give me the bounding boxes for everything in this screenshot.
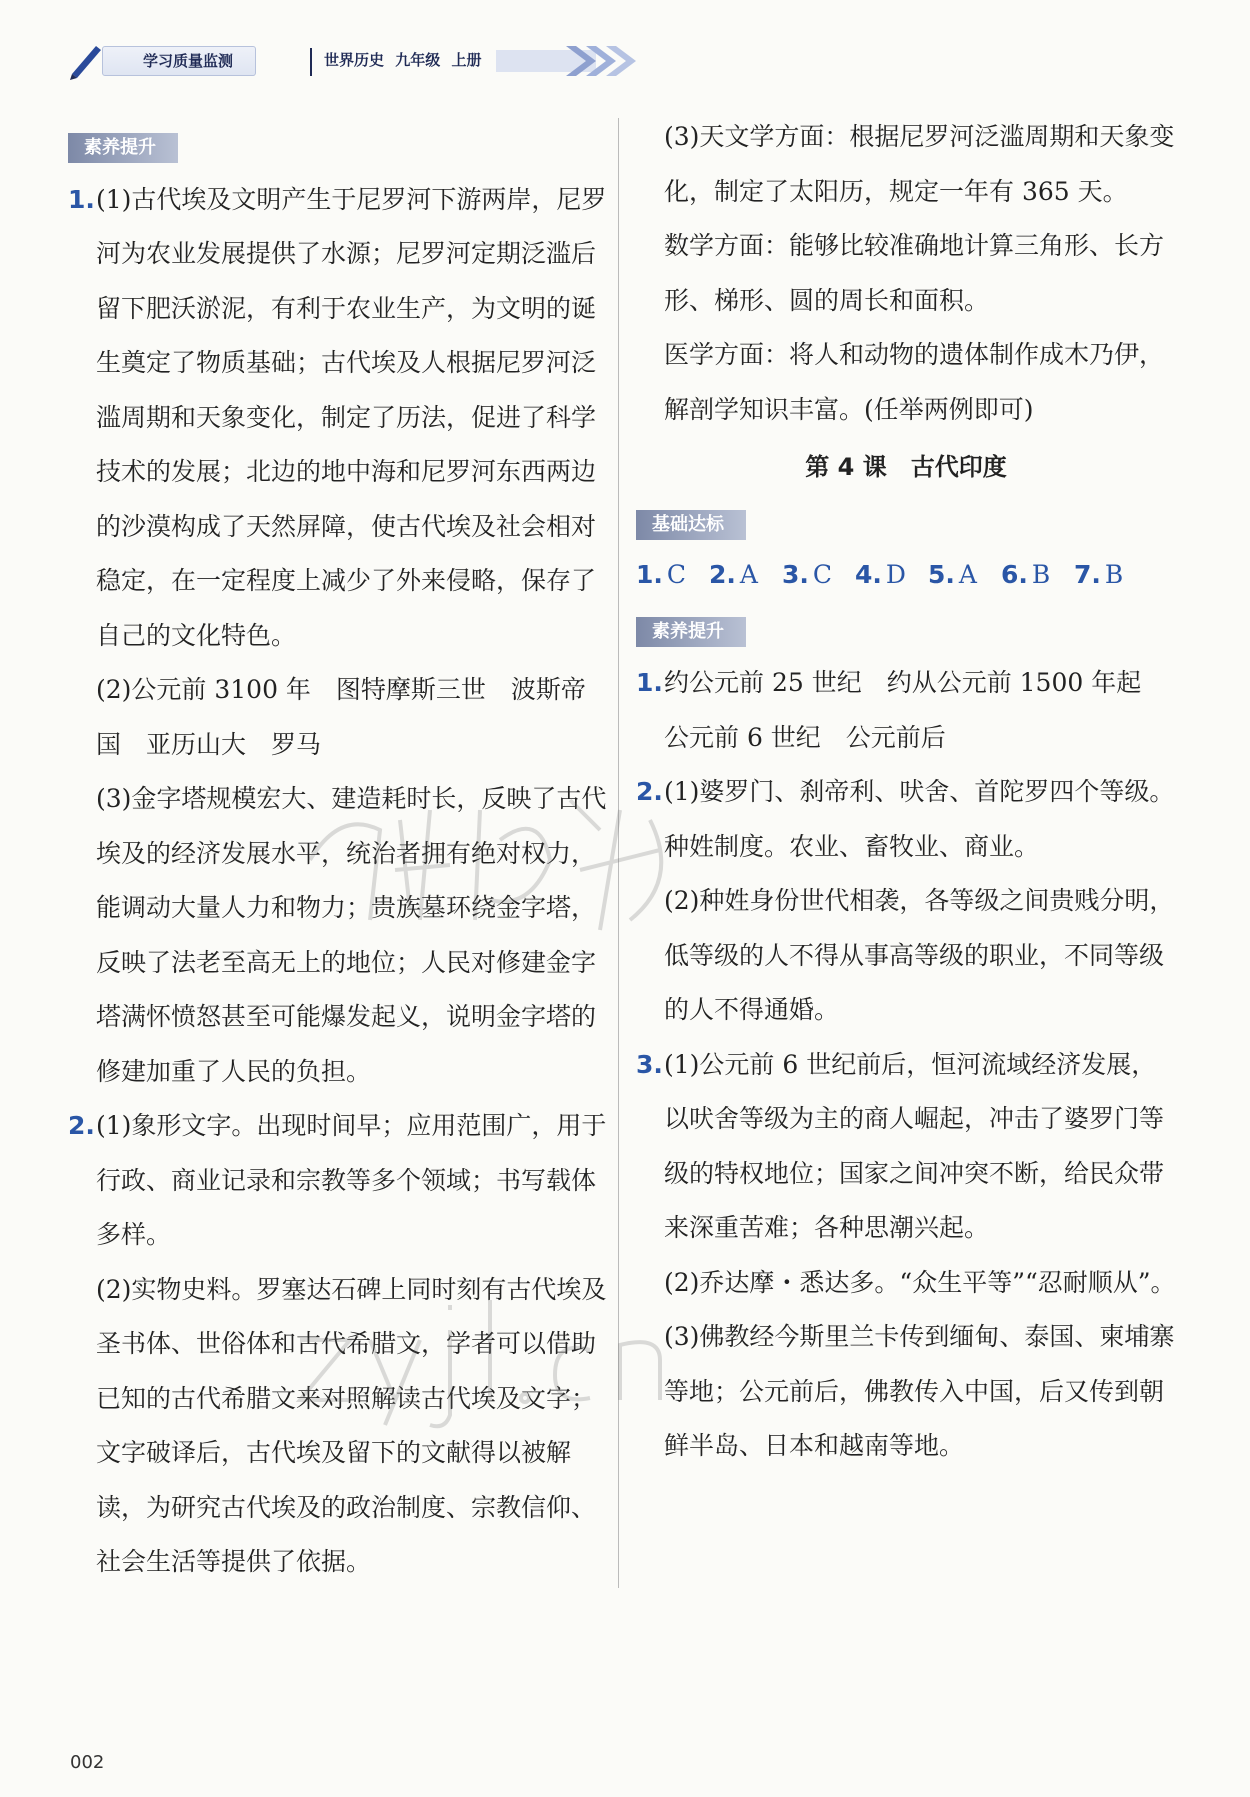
answer-part-2: (2)公元前 3100 年 图特摩斯三世 波斯帝国 亚历山大 罗马 <box>96 675 586 759</box>
answer-medicine: 医学方面：将人和动物的遗体制作成木乃伊，解剖学知识丰富。(任举两例即可) <box>664 340 1165 424</box>
choice-answer: 1. C <box>636 559 687 589</box>
answer-part-1: 约公元前 25 世纪 约从公元前 1500 年起 公元前 6 世纪 公元前后 <box>664 668 1167 752</box>
question-1-continued <box>636 110 1176 437</box>
page-number: 002 <box>70 1752 105 1773</box>
answer-part-1: (1)象形文字。出现时间早；应用范围广，用于行政、商业记录和宗教等多个领域；书写载体多样。 <box>96 1111 607 1249</box>
answer-math: 数学方面：能够比较准确地计算三角形、长方形、梯形、圆的周长和面积。 <box>664 231 1165 315</box>
answer-part-2: (2)实物史料。罗塞达石碑上同时刻有古代埃及圣书体、世俗体和古代希腊文，学者可以借助已知的古代希腊文来对照解读古代埃及文字；文字破译后，古代埃及留下的文献得以被解读，为研究古代埃及的政治制度、宗教信仰、社会生活等提供了依据。 <box>96 1274 607 1576</box>
watermark-logo <box>300 770 720 940</box>
choice-answer: 6. B <box>1001 559 1051 589</box>
section-tag-improve: 素养提升 <box>636 617 746 647</box>
question-number: 1. <box>68 184 95 214</box>
section-tag-improve: 素养提升 <box>68 133 178 163</box>
question-number: 2. <box>68 1111 95 1140</box>
subject-title: 世界历史 九年级 上册 <box>324 51 482 69</box>
watermark-url <box>290 1280 810 1430</box>
question-number: 2. <box>636 777 663 806</box>
answer-part-3: (3)天文学方面：根据尼罗河泛滥周期和天象变化，制定了太阳历，规定一年有 365 天。 <box>664 122 1175 206</box>
question-1 <box>636 656 1176 765</box>
answer-part-1: (1)公元前 6 世纪前后，恒河流域经济发展，以吠舍等级为主的商人崛起，冲击了婆罗门等级的特权地位；国家之间冲突不断，给民众带来深重苦难；各种思潮兴起。 <box>664 1049 1165 1242</box>
choice-answer: 4. D <box>855 559 906 589</box>
choice-answer: 5. A <box>928 559 977 589</box>
choice-answers <box>636 548 1176 602</box>
answer-part-1: (1)婆罗门、刹帝利、吠舍、首陀罗四个等级。种姓制度。农业、畜牧业、商业。 <box>664 777 1175 861</box>
lesson-title: 第 4 课 古代印度 <box>805 453 1007 481</box>
answer-part-3: (3)金字塔规模宏大、建造耗时长，反映了古代埃及的经济发展水平，统治者拥有绝对权力，能调动大量人力和物力；贵族墓环绕金字塔，反映了法老至高无上的地位；人民对修建金字塔满怀愤怒甚至可能爆发起义，说明金字塔的修建加重了人民的负担。 <box>96 784 607 1086</box>
pen-icon <box>66 40 106 80</box>
choice-answer: 7. B <box>1074 559 1124 589</box>
answer-part-2: (2)乔达摩・悉达多。“众生平等”“忍耐顺从”。 <box>664 1267 1176 1297</box>
question-number: 3. <box>636 1049 663 1079</box>
series-title: 学习质量监测 <box>102 46 256 76</box>
page-header <box>66 38 586 84</box>
answer-part-3: (3)佛教经今斯里兰卡传到缅甸、泰国、柬埔寨等地；公元前后，佛教传入中国，后又传到朝鲜半岛、日本和越南等地。 <box>664 1322 1175 1460</box>
section-tag-basic: 基础达标 <box>636 510 746 540</box>
header-divider <box>310 48 312 76</box>
answer-part-2: (2)种姓身份世代相袭，各等级之间贵贱分明，低等级的人不得从事高等级的职业，不同等级的人不得通婚。 <box>664 886 1175 1024</box>
answer-part-1: (1)古代埃及文明产生于尼罗河下游两岸，尼罗河为农业发展提供了水源；尼罗河定期泛滥后留下肥沃淤泥，有利于农业生产，为文明的诞生奠定了物质基础；古代埃及人根据尼罗河泛滥周期和天象变化，制定了历法，促进了科学技术的发展；北边的地中海和尼罗河东西两边的沙漠构成了天然屏障，使古代埃及社会相对稳定，在一定程度上减少了外来侵略，保存了自己的文化特色。 <box>96 184 607 650</box>
question-1 <box>68 173 608 1100</box>
choice-answer: 2. A <box>709 559 758 589</box>
choice-answer: 3. C <box>782 559 833 589</box>
chevron-right-icon <box>496 42 646 80</box>
question-number: 1. <box>636 668 663 697</box>
